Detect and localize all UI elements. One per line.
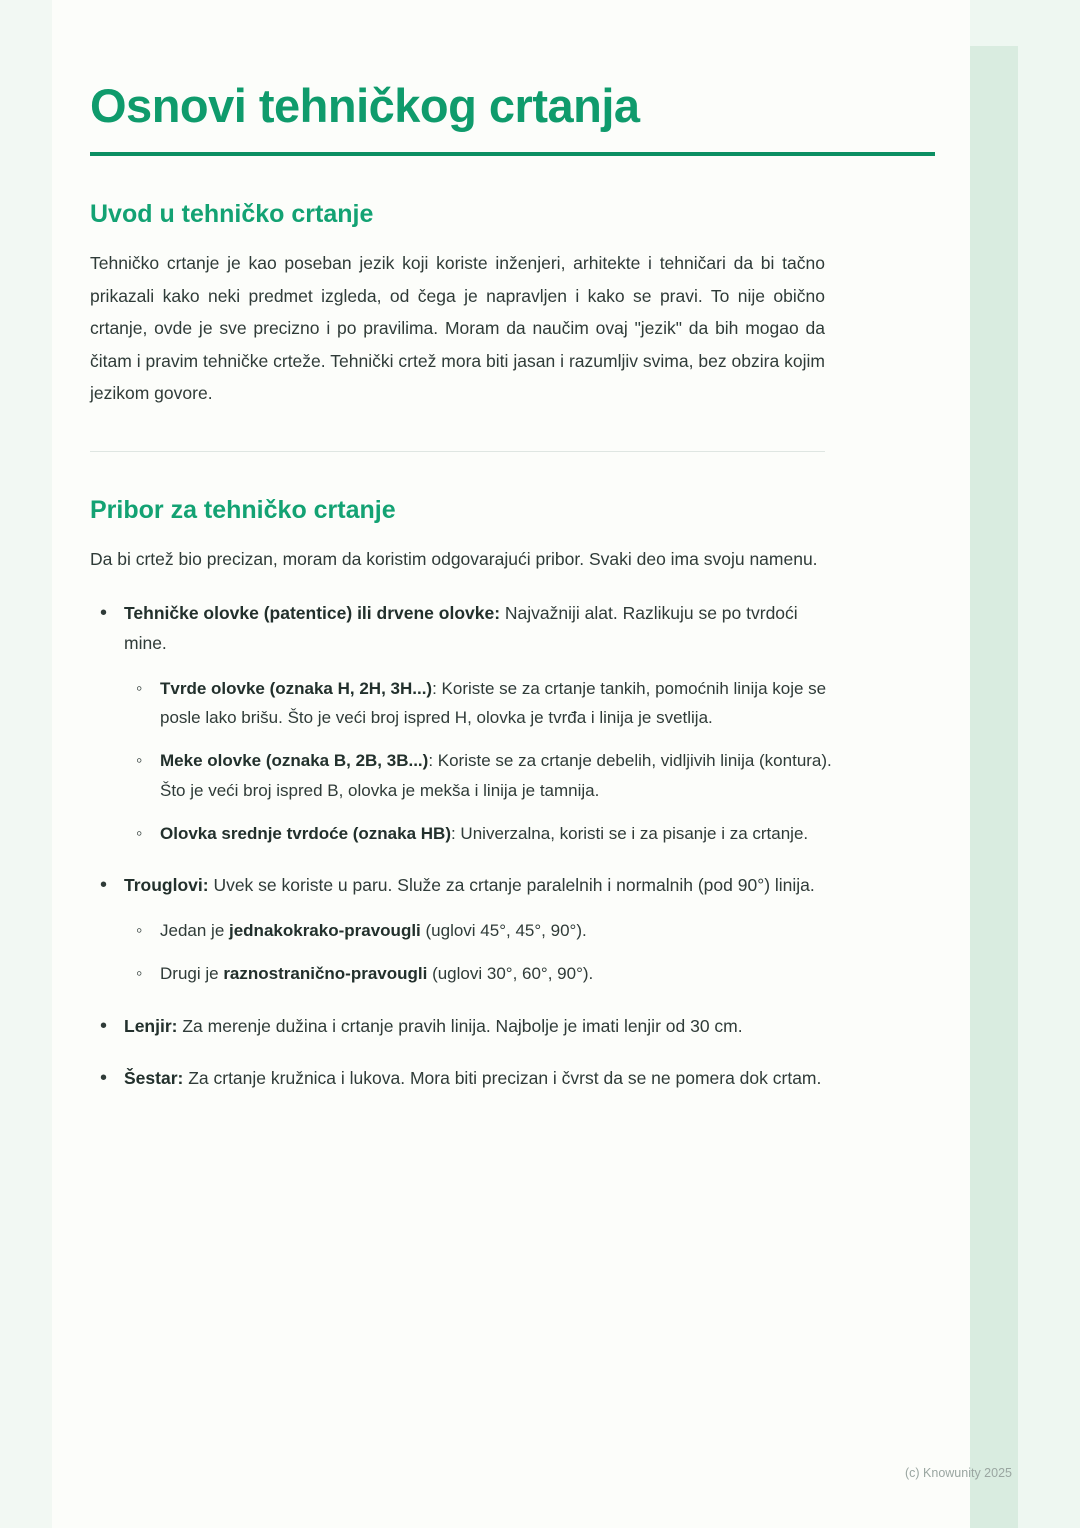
pencil-sublist — [124, 674, 834, 848]
list-item-text: : Univerzalna, koristi se i za pisanje i za crtanje. — [450, 823, 809, 843]
list-item-label: raznostranično-pravougli — [223, 964, 428, 984]
list-item — [160, 674, 850, 732]
list-item-text: Najvažniji alat. Razlikuju se po tvrdoći mine. — [124, 602, 798, 653]
list-item — [124, 870, 834, 989]
list-item-text: Za crtanje kružnica i lukova. Mora biti precizan i čvrst da se ne pomera dok crtam. — [183, 1067, 822, 1088]
section-paragraph-intro: Tehničko crtanje je kao poseban jezik koji koriste inženjeri, arhitekte i tehničari da bi tačno prikazali kako neki predmet izgleda, od čega je napravljen i kako se pravi. To nije obično crtanje, ovde je sve precizno i po pravilima. Moram da naučim ovaj "jezik" da bih mogao da čitam i pravim tehničke crteže. Tehnički crtež mora biti jasan i razumljiv svima, bez obzira kojim jezikom govore. — [90, 253, 825, 403]
list-item — [160, 916, 850, 945]
list-item-label: Olovka srednje tvrdoće (oznaka HB) — [160, 823, 451, 843]
list-item — [160, 959, 850, 988]
section-divider — [90, 451, 825, 452]
list-item — [160, 819, 850, 848]
list-item-text: : Koriste se za crtanje tankih, pomoćnih linija koje se posle lako brišu. Što je veći broj ispred H, olovka je tvrđa i linija je svetlija. — [160, 678, 827, 728]
list-item — [160, 746, 850, 804]
tools-list — [90, 598, 835, 1093]
list-item-label: Lenjir: — [124, 1015, 178, 1036]
list-item-prefix: Drugi je — [160, 964, 224, 984]
list-item-label: Meke olovke (oznaka B, 2B, 3B...) — [160, 751, 429, 771]
section-heading-tools: Pribor za tehničko crtanje — [90, 496, 396, 525]
section-paragraph-tools: Da bi crtež bio precizan, moram da koristim odgovarajući pribor. Svaki deo ima svoju namenu. — [90, 549, 818, 570]
list-item-text: (uglovi 45°, 45°, 90°). — [420, 921, 587, 941]
list-item-label: jednakokrako-pravougli — [229, 921, 421, 941]
list-item-text: (uglovi 30°, 60°, 90°). — [427, 964, 594, 984]
list-item-text: Uvek se koriste u paru. Služe za crtanje paralelnih i normalnih (pod 90°) linija. — [208, 875, 815, 895]
section-heading-intro: Uvod u tehničko crtanje — [90, 200, 374, 229]
list-item-prefix: Jedan je — [160, 921, 229, 941]
list-item — [124, 1063, 834, 1093]
list-item-label: Tvrde olovke (oznaka H, 2H, 3H...) — [160, 678, 433, 698]
list-item-label: Šestar: — [124, 1067, 184, 1088]
list-item-label: Tehničke olovke (patentice) ili drvene olovke: — [124, 602, 501, 623]
title-underline-rule — [90, 152, 935, 156]
list-item — [124, 1011, 834, 1041]
list-item — [124, 598, 834, 848]
triangles-sublist — [124, 916, 834, 988]
footer-copyright: (c) Knowunity 2025 — [904, 1466, 1012, 1480]
page-right-accent-stripe — [970, 46, 1018, 1528]
document-content — [90, 78, 835, 1093]
list-item-text: : Koriste se za crtanje debelih, vidljivih linija (kontura). Što je veći broj ispred B, olovka je mekša i linija je tamnija. — [160, 751, 832, 800]
page-title: Osnovi tehničkog crtanja — [90, 79, 640, 132]
list-item-text: Za merenje dužina i crtanje pravih linija. Najbolje je imati lenjir od 30 cm. — [177, 1015, 743, 1036]
page-right-margin-band — [970, 0, 1080, 1528]
list-item-label: Trouglovi: — [124, 875, 209, 895]
